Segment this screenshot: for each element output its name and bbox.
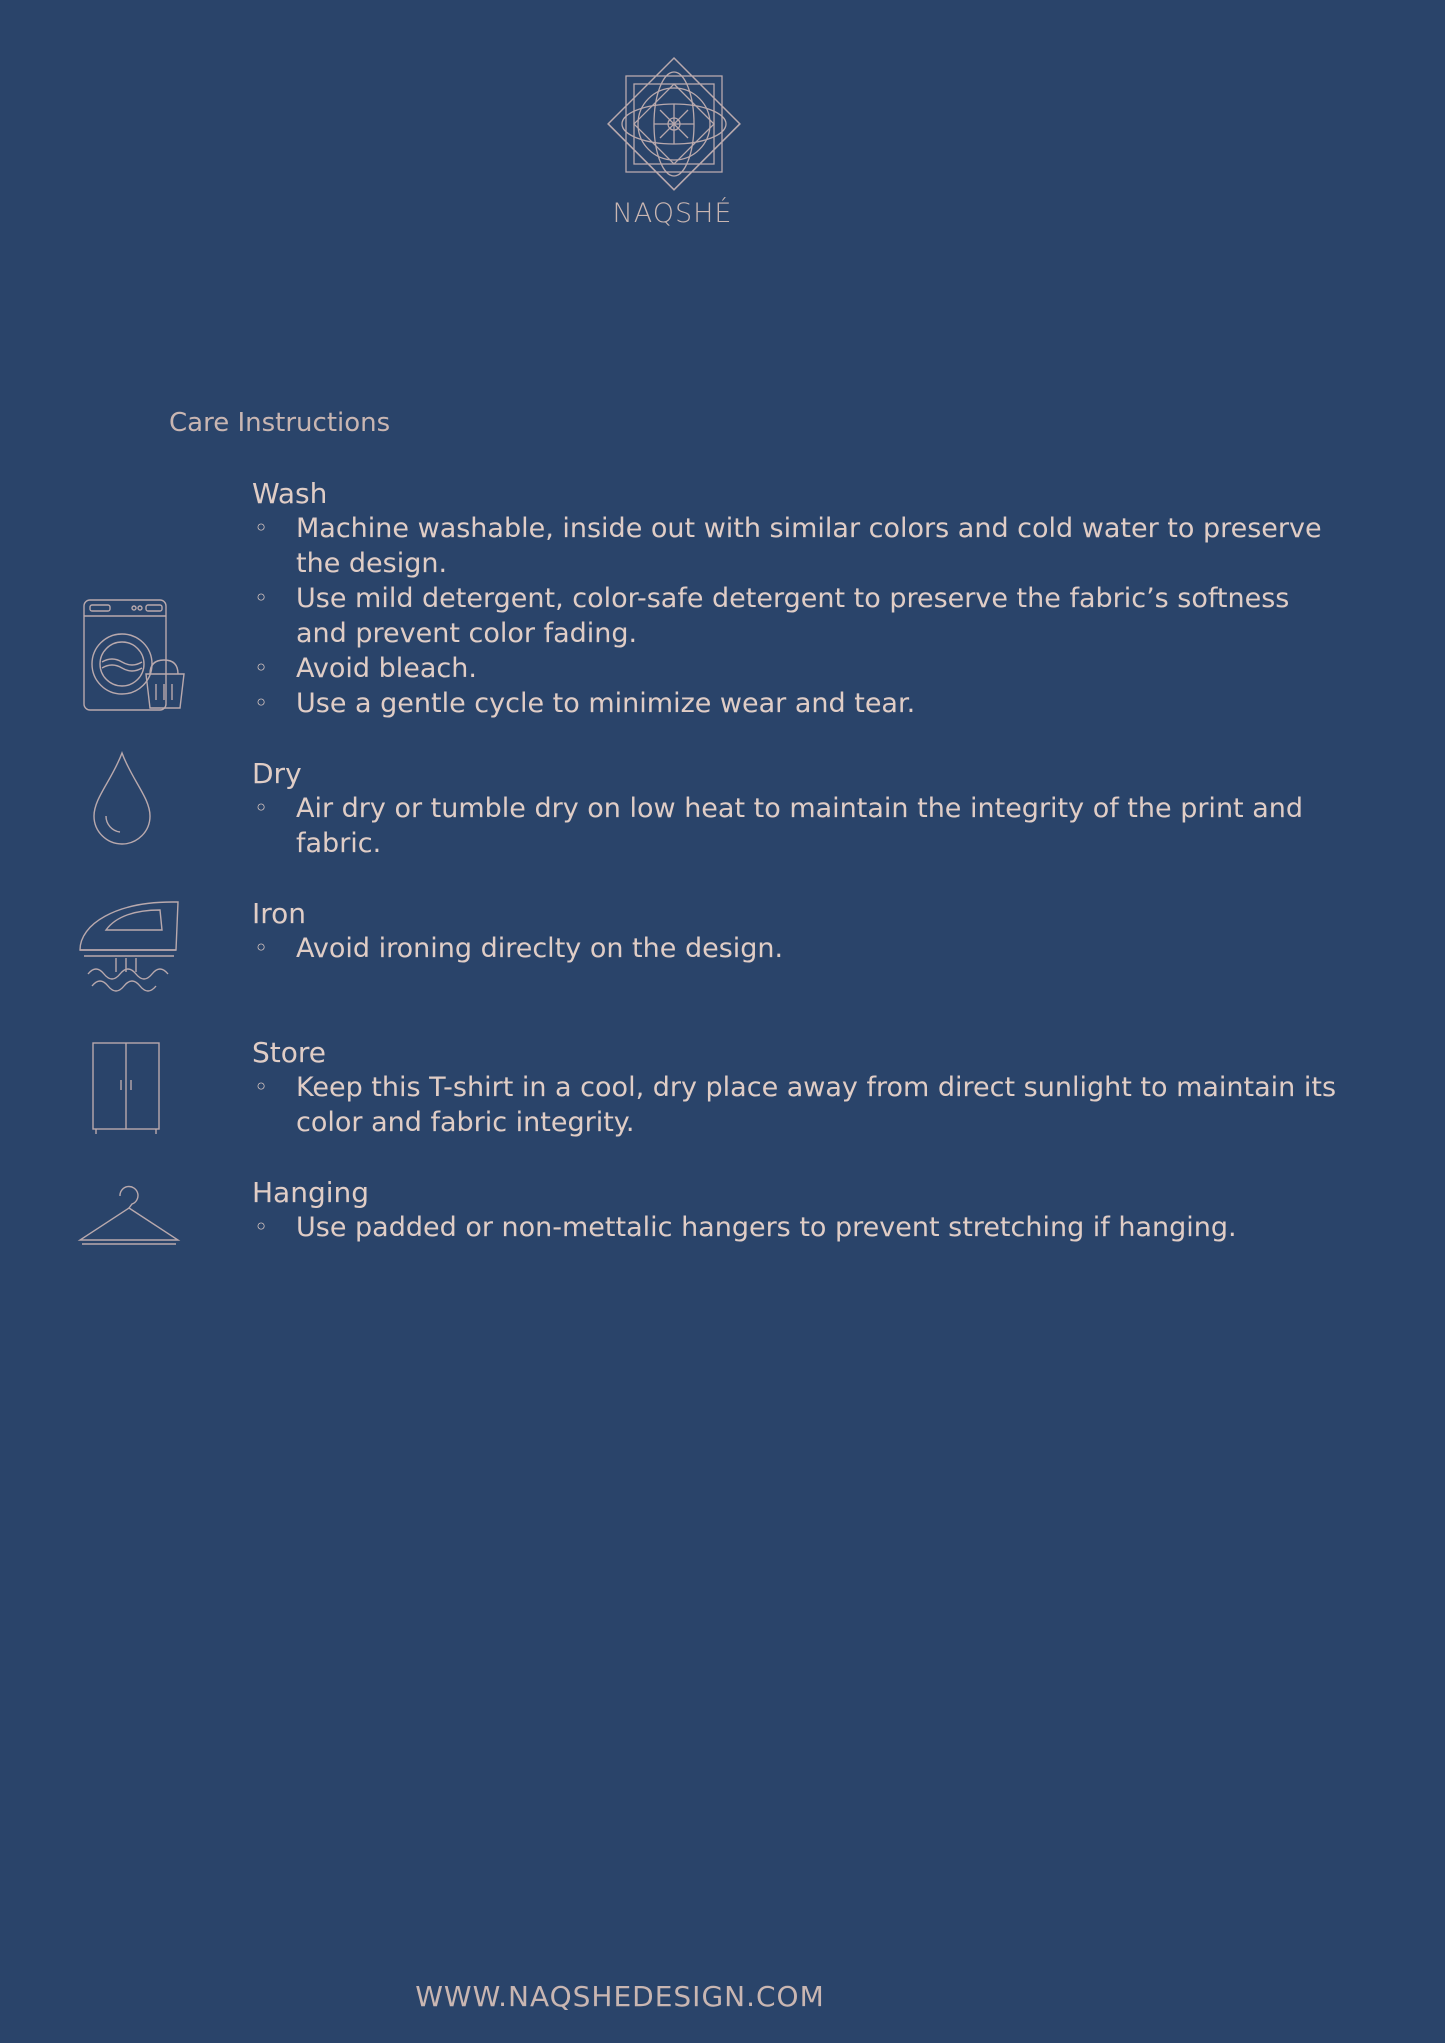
- iron-icon: [76, 896, 182, 994]
- wardrobe-icon: [90, 1040, 162, 1136]
- section-title: Hanging: [252, 1176, 370, 1209]
- brand-logo: [606, 56, 742, 192]
- section-dry: [252, 756, 1342, 861]
- footer-website[interactable]: WWW.NAQSHEDESIGN.COM: [415, 1980, 825, 2013]
- hanger-icon: [76, 1184, 182, 1248]
- section-title: Iron: [252, 897, 307, 930]
- section-title: Wash: [252, 477, 328, 510]
- section-wash: [252, 476, 1342, 721]
- brand-name: NAQSHÉ: [612, 198, 733, 229]
- section-store: [252, 1035, 1342, 1140]
- list-item: ◦ Machine washable, inside out with similar colors and cold water to preserve the design.: [252, 511, 1342, 581]
- section-title: Dry: [252, 757, 302, 790]
- list-item: ◦ Keep this T-shirt in a cool, dry place away from direct sunlight to maintain its color and fabric integrity.: [252, 1070, 1342, 1140]
- washing-machine-icon: [80, 596, 190, 714]
- section-title: Store: [252, 1036, 327, 1069]
- page-heading: Care Instructions: [169, 408, 391, 438]
- section-hanging: [252, 1175, 1342, 1245]
- list-item: ◦ Avoid ironing direclty on the design.: [252, 931, 1342, 966]
- list-item: ◦ Air dry or tumble dry on low heat to maintain the integrity of the print and fabric.: [252, 791, 1342, 861]
- list-item: ◦ Use padded or non-mettalic hangers to prevent stretching if hanging.: [252, 1210, 1342, 1245]
- list-item: ◦ Use a gentle cycle to minimize wear and tear.: [252, 686, 1342, 721]
- list-item: ◦ Use mild detergent, color-safe detergent to preserve the fabric’s softness and prevent color fading.: [252, 581, 1342, 651]
- water-drop-icon: [90, 750, 154, 848]
- section-iron: [252, 896, 1342, 966]
- list-item: ◦ Avoid bleach.: [252, 651, 1342, 686]
